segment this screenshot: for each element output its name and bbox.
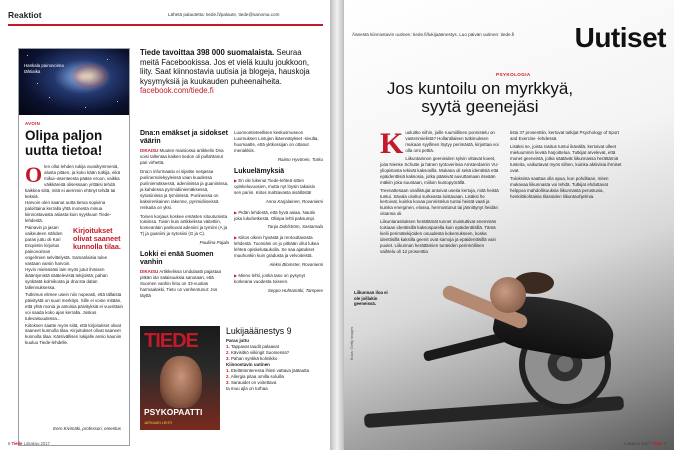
photo-credit: Kuva: Getty Images bbox=[350, 326, 354, 360]
feedback-text: Kiitos oikein hyvästä ja rentouttavasta lehdestä. Tuomiäni on jo pitkään ollut lukea lehteä opiskelutaukolla. Se saa ajatukset muuhunkin kuin gradusta ja velvoiteistä. bbox=[234, 235, 319, 259]
letter-heading: Dna:n emäkset ja sidokset väärin bbox=[140, 130, 228, 145]
article-column-a bbox=[380, 127, 500, 257]
triangle-bullet-icon: ▶ bbox=[234, 177, 238, 183]
article-paragraph: Liikuntarasituksen herättämät tunnet muistuttivat enemmän toisiaan identtisillä kaksosparella kuin epäidenttisillä. Tämä kielii perimätekijöiden osuudesta kokemukseen, koska identtisillä kaksilla geenit ovat samoja ja epäidenttisillä vain puolet. Liikunnan herättämien tunteiden perinnöllinen vaihtelu oli 12 prosenttia bbox=[380, 219, 497, 255]
poll-item-text: ta muu ajla on turhaa bbox=[226, 385, 268, 391]
cover-subtitle: JATKUMO LEHTI bbox=[144, 421, 173, 425]
poll-item: 3. Sarauidet on voitettava bbox=[226, 379, 277, 385]
letter-paragraph: Kiitoksen saatte myös siitä, että kirjoitukset olivat saaneet kunnolla tilaa. Kirjoitukset olivat saaneet kunnolla tilaa. Kärsivällisen lukijalle ansio kauniin kuuluu Tiede-lehdelle. bbox=[25, 322, 122, 346]
image-caption: Liikunnan iloa ei ole joillakin geeneissä. bbox=[354, 290, 388, 307]
right-page bbox=[344, 0, 674, 450]
feedback-item bbox=[234, 178, 323, 196]
poll-item-text: Sarauidet on voitettava bbox=[230, 379, 277, 385]
article-paragraph: uuluitko niihin, joille ruumiillinen ponnistelu on vastenmielistä? Hollantilaisen tutkimuksen mukaan syyllinen löytyy perimästä, kirjoittaa voi olla omi pettiä. bbox=[405, 130, 499, 153]
facebook-body: Seuraa meitä Facebookissa. Jos et vielä kuulu joukkoon, liity. Saat kiinnostavia uutisia ja blogeja, hauskoja kysymyksiä ja kuukauden puheenaiheita. bbox=[140, 48, 310, 86]
feedback-item bbox=[234, 273, 323, 285]
letter-heading: Lokki ei enää Suomen vanhin bbox=[140, 251, 214, 267]
letter-paragraph: Harvoin olen saanut uutta tietoa sopivina paloittaina kerralla yhtä monesta minua kiinnostavasta asiasta kuin syyskuun Tiede-lehdestä. bbox=[25, 200, 112, 224]
article-paragraph: Tuloksista saattaa olla apua, kun pohditaan, miten mukavaa liikunnasta voi tehdä. Tutkijat ehdottavat helppoa mahdollisuuksia liikunnasta perustuvia, henkilökohtaisia tilasöiden liikuntaohjelmia. bbox=[510, 175, 609, 199]
poll-item bbox=[226, 386, 323, 392]
letter-signature: Pauliina Pajala bbox=[199, 240, 229, 246]
letter-text-span: Muuten mainiossa artikkelin Dna voisi tallentaa kaiken tiedon oli pullahtanut pari virhettä. bbox=[140, 148, 224, 165]
article-kicker: PSYKOLOGIA bbox=[496, 72, 531, 77]
section-label: Reaktiot bbox=[8, 10, 42, 20]
letter-body bbox=[25, 164, 123, 346]
dropcap: K bbox=[380, 127, 404, 160]
facebook-text bbox=[140, 48, 322, 86]
letter-heading: Lukuelämyksiä bbox=[234, 167, 285, 175]
left-page bbox=[0, 0, 330, 450]
letters-column-a bbox=[140, 130, 229, 302]
poll-item-text: Eteläntenteressa ihissi vattava jäätautta bbox=[230, 367, 310, 373]
article-paragraph: tista 37 prosenttiin, kertovat tutkijat Psychology of Sport and Exercise -lehdessä. bbox=[510, 130, 620, 141]
feedback-signature: Aleksi Blomster, Rovaniemi bbox=[269, 262, 323, 268]
article-paragraph: Liikuntainnon geenieiden sylvin vittavat koeet, joita Nienke Schutte ja hänen työtoverinsa Amsterdamin VU-yliopistosta tekivät kaksosilla. Mukana oli sekä identtisiä että epäidenttisiä kaksosia, jotka pääsivät auvuttamaan itseään mäkiin joka suuntaan, miiloin kuntopyörällä. bbox=[380, 155, 499, 185]
page-number: 6 bbox=[8, 441, 11, 446]
section-title: Uutiset bbox=[574, 22, 666, 53]
poll-item-text: Tappavat taudit palaavat bbox=[230, 343, 279, 349]
page-footer bbox=[624, 441, 666, 446]
letters-column-b bbox=[234, 130, 323, 299]
vote-note: Äänestä kiinnostavin uutinen: tiede.fi/lukijaäänestys. Luo päivän uutinen: tiede.fi bbox=[352, 32, 515, 37]
facebook-lead: Tiede tavoittaa 398 000 suomalaista. bbox=[140, 48, 275, 57]
letter-card bbox=[18, 48, 130, 446]
poll-title: Lukijaäänestys 9 bbox=[226, 326, 292, 336]
letter-text-span: Artikkelissa Undulaatti pajastaa pitkän iän salaisuuksia sanotaan, että Suomen vanhin lintu on 33-vuotias harmaalokki. Tieto on vanhentunut: Jos täyttä bbox=[140, 269, 221, 299]
cover-title: PSYKOPAATTI bbox=[144, 407, 203, 417]
poll-item-text: Allergia pitaa omilla soluilla bbox=[230, 373, 284, 379]
pullquote: Kirjoitukset olivat saaneet kunnolla tilaa. bbox=[73, 226, 121, 252]
feedback-text: Pidän lehdestä, että hyvä asiaa. Nautin joka lukuhetkestä. Olisipa lehti paksumpi. bbox=[234, 209, 316, 221]
poll-item-text: Pahan synkkä kolmikko bbox=[230, 355, 278, 361]
poll-item: 2. Kävisitkö viikingit Suomessa? bbox=[226, 349, 290, 355]
feedback-note: Lähetä palautetta: tiede.fi/palaute, tiede@sanoma.com bbox=[168, 12, 280, 17]
poll-item: 2. Allergia pitaa omilla soluilla bbox=[226, 373, 284, 379]
feedback-text: En ole lukenut Tiede-lehteä sitten opiskeluvuosien, mutta nyt löysin takaisin sen pariin. Kiitos mahtavasta sisällöstä! bbox=[234, 177, 316, 195]
cover-portrait bbox=[160, 356, 202, 408]
poll-list bbox=[226, 368, 323, 392]
dropcap: O bbox=[25, 162, 43, 187]
footer-brand: Tiede bbox=[11, 441, 23, 446]
triangle-bullet-icon: ▶ bbox=[234, 209, 238, 215]
poll-item: 3. Pahan synkkä kolmikko bbox=[226, 355, 278, 361]
poll-item-text: Kävisitkö viikingit Suomessa? bbox=[230, 349, 290, 355]
poll-list bbox=[226, 344, 323, 362]
feedback-signature: Anna Karjalainen, Rovaniemi bbox=[265, 198, 323, 204]
section-rule bbox=[8, 24, 323, 26]
feedback-item bbox=[234, 210, 323, 222]
feedback-text: Mieno lehti, jonka taso on pysynyt korkeana vuodesta toiseen. bbox=[234, 273, 305, 285]
letter-text: Luonnontieteellisen keskusmuseon Luomuksen Lintujen ikäennätykset -sivulta, huomaatte, että yktkossijan on ottanut meriakkiis. bbox=[234, 130, 319, 153]
poll-subheading: Kiinnostavin uutinen bbox=[226, 361, 270, 367]
footer-issue: Lokakuu 2017 bbox=[23, 441, 50, 446]
letter-paragraph: len ollut lehden tukija vuosikymmeniä, alusta pitäen, ja koko kään tutkija, eikä mikui–asenteesta pääse eroon, vaikka väikkäreitä olisessaan yrittäisi tehdä kaikkea siitä, mitä ei aiemmin ehtinyt tehdä tai keksiä. bbox=[25, 164, 121, 199]
feedback-signature: Seppo Huhtamäki, Tampere bbox=[267, 288, 323, 294]
letter-signature: Raimo Hyvönen, Turku bbox=[277, 156, 323, 162]
poll-subheading: Paras juttu bbox=[226, 338, 249, 343]
article-paragraph: Lisäksi ne, joista rasitus tuntui ikävällä, kertoivat olleet mieluummin lievää harjoittelua. Tutkijat arvelevat, että monet geeneistä, jotka säätävät liikunnassa herättämiä tunteita, vaikuttavat myös siihen, kuinka aktiivisia ihmiset ovat. bbox=[510, 143, 622, 173]
feedback-item bbox=[234, 235, 323, 259]
article-paragraph: Treenattesaan osallistujat antoivat useita kertoja, mitä heistä tuntui. Sävala uloittui surkeasta loistavaan. Lisäksi he kertoivat, kuinka kovaa ponnistelun tuntui heistä vaati ja kuinka energinen, elossa, hermostunut tai jännittynyt heidän oloansa oli. bbox=[380, 187, 499, 217]
article-headline: Jos kuntoilu on myrkkyä, syytä geenejäsi bbox=[386, 79, 574, 116]
space-photo bbox=[19, 49, 129, 115]
footer-issue: Lokakuu 2017 bbox=[624, 441, 651, 446]
magazine-cover bbox=[140, 326, 220, 430]
letter-paragraph: Painavin ja jasan vaikeuteen nähden paras juttu oli Kari Enqvistin kirjoitus painovoiman ongelmien selvittelystä. Samanlaisia tulee vastaan varsin harvoin. bbox=[25, 225, 108, 266]
footer-brand: Tiede bbox=[651, 441, 663, 446]
letter-paragraph: Tutkimus elimee usein niin nopeasti, että tällaista päivitystä on suuri merkitys. Sille ei voine mitään, että yhtä monia ja antoisia päivityksiä ei vuosittain voi saada koko ajan kerralla. Joskus tulevaisuudessa... bbox=[25, 292, 123, 321]
letter-text: Dna:n informaatio ei sijaitse nesjassa puriinemolekyyleissä vaan kuudessa puriiniemäksessä, adeniinissa ja guaniinissa, ja kahdessa pyrimidiiniemäksessä, sytosiinissa ja tymiinissä. Puriineissa on kaksirenkainen rakenne, pyrimidiineissä renkaita on yksi. bbox=[140, 168, 229, 210]
correction-kicker: DIKAISU bbox=[140, 148, 159, 153]
facebook-link[interactable]: facebook.com/tiede.fi bbox=[140, 86, 214, 96]
triangle-bullet-icon: ▶ bbox=[234, 235, 238, 241]
article-column-b bbox=[510, 130, 622, 201]
letter-paragraph: Hyvin mielessäni lain myös jutut ihmisen ikääntymistä säätelevistä tekijöistä, pahan synkästä kolmikosta ja dna:sta datan tallennuksessa. bbox=[25, 267, 108, 291]
page-number: 7 bbox=[663, 441, 666, 446]
nebula-shape bbox=[71, 63, 109, 89]
poll-item: 1. Tappavat taudit palaavat bbox=[226, 343, 279, 349]
letter-text bbox=[140, 269, 229, 299]
poll-item: 1. Eteläntenteressa ihissi vattava jäätautta bbox=[226, 367, 310, 373]
reader-poll bbox=[226, 326, 323, 392]
athlete-head bbox=[490, 277, 526, 313]
triangle-bullet-icon: ▶ bbox=[234, 273, 238, 279]
page-spine bbox=[330, 0, 344, 450]
letter-signature: Eero Kivimäki, professori, emeritus bbox=[53, 426, 121, 431]
letter-text bbox=[140, 148, 229, 166]
magazine-logo: TIEDE bbox=[144, 330, 198, 352]
feedback-signature: Tanja Dahlström, Sastamala bbox=[267, 224, 323, 230]
facebook-promo bbox=[140, 48, 322, 96]
letter-kicker: AVOIN bbox=[25, 121, 41, 126]
correction-kicker: DIKAISU bbox=[140, 269, 159, 275]
letter-title: Olipa paljon uutta tietoa! bbox=[25, 128, 103, 158]
letter-text: Toinen korjaus koskee emästen sitoutumista toisiinsa. Toisin kuin artikkelissa väitettiin, komeanlain parikuvat adeniini ja tymiini (A ja T) ja guaniini ja sytosiini (G ja C). bbox=[140, 213, 228, 237]
photo-caption: Hankala painovoima tähtiaika bbox=[24, 63, 64, 74]
page-footer bbox=[8, 441, 50, 446]
